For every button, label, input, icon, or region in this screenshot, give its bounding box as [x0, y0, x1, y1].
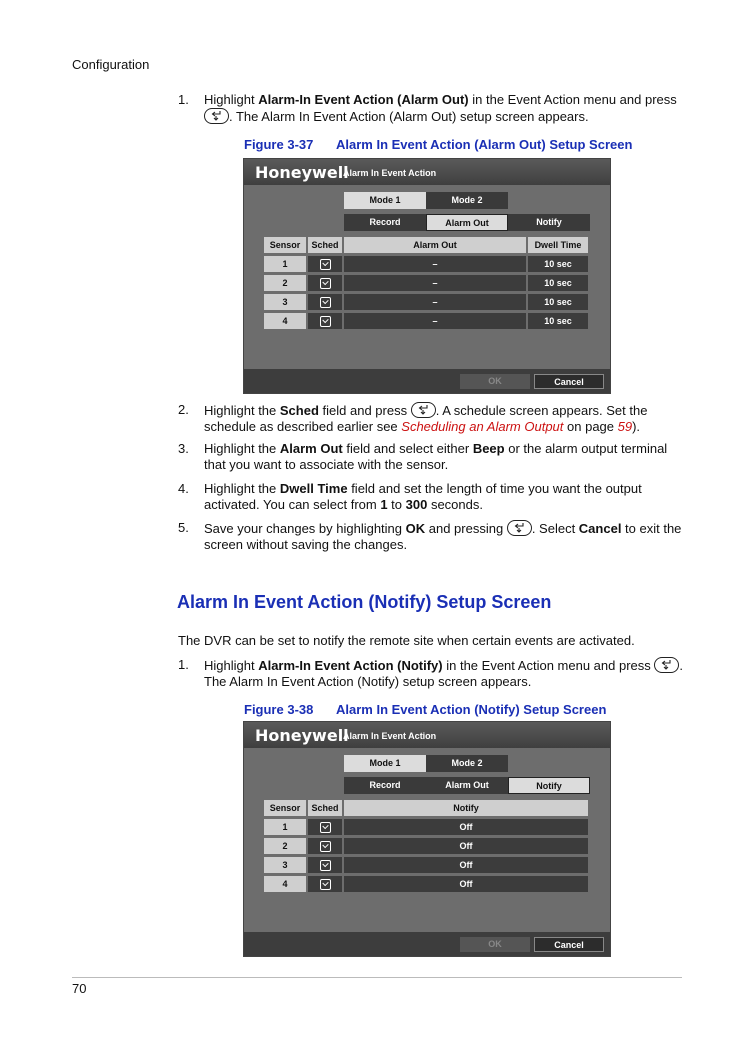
step-text: to exit the screen without saving the changes.	[204, 521, 682, 552]
schedule-icon	[320, 841, 331, 852]
schedule-icon	[320, 297, 331, 308]
screen-button-bar	[244, 369, 610, 393]
sensor-number: 4	[264, 876, 306, 892]
figure-number: Figure 3-37	[244, 137, 314, 152]
column-header-notify: Notify	[344, 800, 588, 816]
notify-value[interactable]: Off	[344, 857, 588, 873]
schedule-icon	[320, 316, 331, 327]
schedule-icon	[320, 879, 331, 890]
sched-button[interactable]	[308, 838, 342, 854]
step-number: 4.	[178, 481, 189, 496]
sched-button[interactable]	[308, 876, 342, 892]
step-bold: Beep	[472, 441, 505, 456]
step-text: Highlight	[204, 658, 259, 673]
dwell-time-value[interactable]: 10 sec	[528, 294, 588, 310]
column-header-sensor: Sensor	[264, 237, 306, 253]
figure-caption	[244, 137, 632, 152]
step-number: 5.	[178, 520, 189, 535]
screen-title-bar	[244, 722, 610, 748]
column-header-dwell-time: Dwell Time	[528, 237, 588, 253]
subtab-alarm-out[interactable]: Alarm Out	[426, 214, 508, 231]
step-text: on page	[563, 419, 618, 434]
step-text: in the Event Action menu and press	[468, 92, 677, 107]
step-2-sched	[178, 402, 683, 435]
step-text: Highlight the	[204, 403, 280, 418]
column-header-sched: Sched	[308, 237, 342, 253]
alarm-out-value[interactable]: –	[344, 294, 526, 310]
step-number: 2.	[178, 402, 189, 417]
sensor-number: 1	[264, 256, 306, 272]
step-3-alarm-out	[178, 441, 683, 473]
step-5-save	[178, 520, 683, 553]
step-bold: OK	[405, 521, 426, 536]
sched-button[interactable]	[308, 275, 342, 291]
step-number: 1.	[178, 657, 189, 672]
step-bold: Alarm-In Event Action (Notify)	[258, 658, 443, 673]
step-text: field and press	[318, 403, 408, 418]
alarm-out-value[interactable]: –	[344, 313, 526, 329]
subtab-notify[interactable]: Notify	[508, 777, 590, 794]
figure-title: Alarm In Event Action (Alarm Out) Setup Screen	[336, 137, 633, 152]
subtab-record[interactable]: Record	[344, 777, 426, 794]
step-bold: Cancel	[578, 521, 622, 536]
step-text: Highlight the	[204, 481, 280, 496]
subtab-record[interactable]: Record	[344, 214, 426, 231]
figure-title: Alarm In Event Action (Notify) Setup Screen	[336, 702, 607, 717]
step-text: or the alarm output terminal that you want to associate with the sensor.	[204, 441, 668, 472]
notify-setup-screen	[243, 721, 611, 957]
step-text: in the Event Action menu and press	[442, 658, 651, 673]
notify-value[interactable]: Off	[344, 819, 588, 835]
column-header-alarm-out: Alarm Out	[344, 237, 526, 253]
step-bold: 1	[380, 497, 388, 512]
sensor-number: 2	[264, 275, 306, 291]
step-bold: Alarm Out	[279, 441, 343, 456]
page-reference-link[interactable]: 59	[617, 419, 633, 434]
step-number: 3.	[178, 441, 189, 456]
honeywell-logo: Honeywell	[255, 163, 349, 182]
enter-button-icon	[507, 520, 532, 536]
sensor-number: 1	[264, 819, 306, 835]
dwell-time-value[interactable]: 10 sec	[528, 275, 588, 291]
column-header-sched: Sched	[308, 800, 342, 816]
tab-mode-1[interactable]: Mode 1	[344, 192, 426, 209]
screen-title: Alarm In Event Action	[343, 731, 437, 741]
dwell-time-value[interactable]: 10 sec	[528, 256, 588, 272]
ok-button[interactable]: OK	[460, 937, 530, 952]
screen-button-bar	[244, 932, 610, 956]
step-text: to	[387, 497, 406, 512]
enter-button-icon	[204, 108, 229, 124]
alarm-out-setup-screen	[243, 158, 611, 394]
step-number: 1.	[178, 92, 189, 107]
step-bold: Dwell Time	[279, 481, 348, 496]
alarm-out-value[interactable]: –	[344, 275, 526, 291]
notify-value[interactable]: Off	[344, 838, 588, 854]
notify-value[interactable]: Off	[344, 876, 588, 892]
sched-button[interactable]	[308, 294, 342, 310]
step-text: ).	[632, 419, 641, 434]
intro-paragraph: The DVR can be set to notify the remote site when certain events are activated.	[178, 633, 635, 648]
dwell-time-value[interactable]: 10 sec	[528, 313, 588, 329]
enter-button-icon	[411, 402, 436, 418]
enter-button-icon	[654, 657, 679, 673]
schedule-icon	[320, 822, 331, 833]
screen-title-bar	[244, 159, 610, 185]
step-text: . The Alarm In Event Action (Alarm Out) setup screen appears.	[229, 109, 589, 124]
step-text: Highlight	[204, 92, 259, 107]
tab-mode-2[interactable]: Mode 2	[426, 755, 508, 772]
running-header: Configuration	[72, 57, 150, 72]
alarm-out-value[interactable]: –	[344, 256, 526, 272]
step-text: field and select either	[342, 441, 473, 456]
step-bold: Alarm-In Event Action (Alarm Out)	[258, 92, 469, 107]
step-text: . Select	[531, 521, 579, 536]
sched-button[interactable]	[308, 313, 342, 329]
section-heading: Alarm In Event Action (Notify) Setup Screen	[177, 592, 552, 612]
sched-button[interactable]	[308, 256, 342, 272]
step-text: Highlight the	[204, 441, 280, 456]
screen-title: Alarm In Event Action	[343, 168, 437, 178]
cancel-button[interactable]: Cancel	[534, 937, 604, 952]
figure-caption	[244, 702, 606, 717]
step-text: and pressing	[425, 521, 504, 536]
step-text: field and set the length of time you want the output activated. You can select from	[204, 481, 642, 512]
sensor-number: 4	[264, 313, 306, 329]
schedule-icon	[320, 259, 331, 270]
subtab-alarm-out[interactable]: Alarm Out	[426, 777, 508, 794]
step-1-alarm-out	[178, 92, 683, 125]
step-text: Save your changes by highlighting	[204, 521, 406, 536]
tab-mode-1[interactable]: Mode 1	[344, 755, 426, 772]
figure-number: Figure 3-38	[244, 702, 314, 717]
sensor-number: 2	[264, 838, 306, 854]
cross-reference-link[interactable]: Scheduling an Alarm Output	[401, 419, 564, 434]
subtab-notify[interactable]: Notify	[508, 214, 590, 231]
step-bold: 300	[405, 497, 428, 512]
sched-button[interactable]	[308, 819, 342, 835]
tab-mode-2[interactable]: Mode 2	[426, 192, 508, 209]
step-text: . A schedule screen appears. Set the schedule as described earlier see	[204, 403, 648, 434]
schedule-icon	[320, 860, 331, 871]
step-text: . The Alarm In Event Action (Notify) setup screen appears.	[204, 658, 684, 689]
sensor-number: 3	[264, 857, 306, 873]
step-text: seconds.	[427, 497, 483, 512]
cancel-button[interactable]: Cancel	[534, 374, 604, 389]
footer-divider	[72, 977, 682, 978]
schedule-icon	[320, 278, 331, 289]
sched-button[interactable]	[308, 857, 342, 873]
step-4-dwell-time	[178, 481, 683, 513]
sensor-number: 3	[264, 294, 306, 310]
ok-button[interactable]: OK	[460, 374, 530, 389]
honeywell-logo: Honeywell	[255, 726, 349, 745]
column-header-sensor: Sensor	[264, 800, 306, 816]
step-1-notify	[178, 657, 683, 690]
step-bold: Sched	[279, 403, 319, 418]
page-number: 70	[72, 981, 87, 996]
